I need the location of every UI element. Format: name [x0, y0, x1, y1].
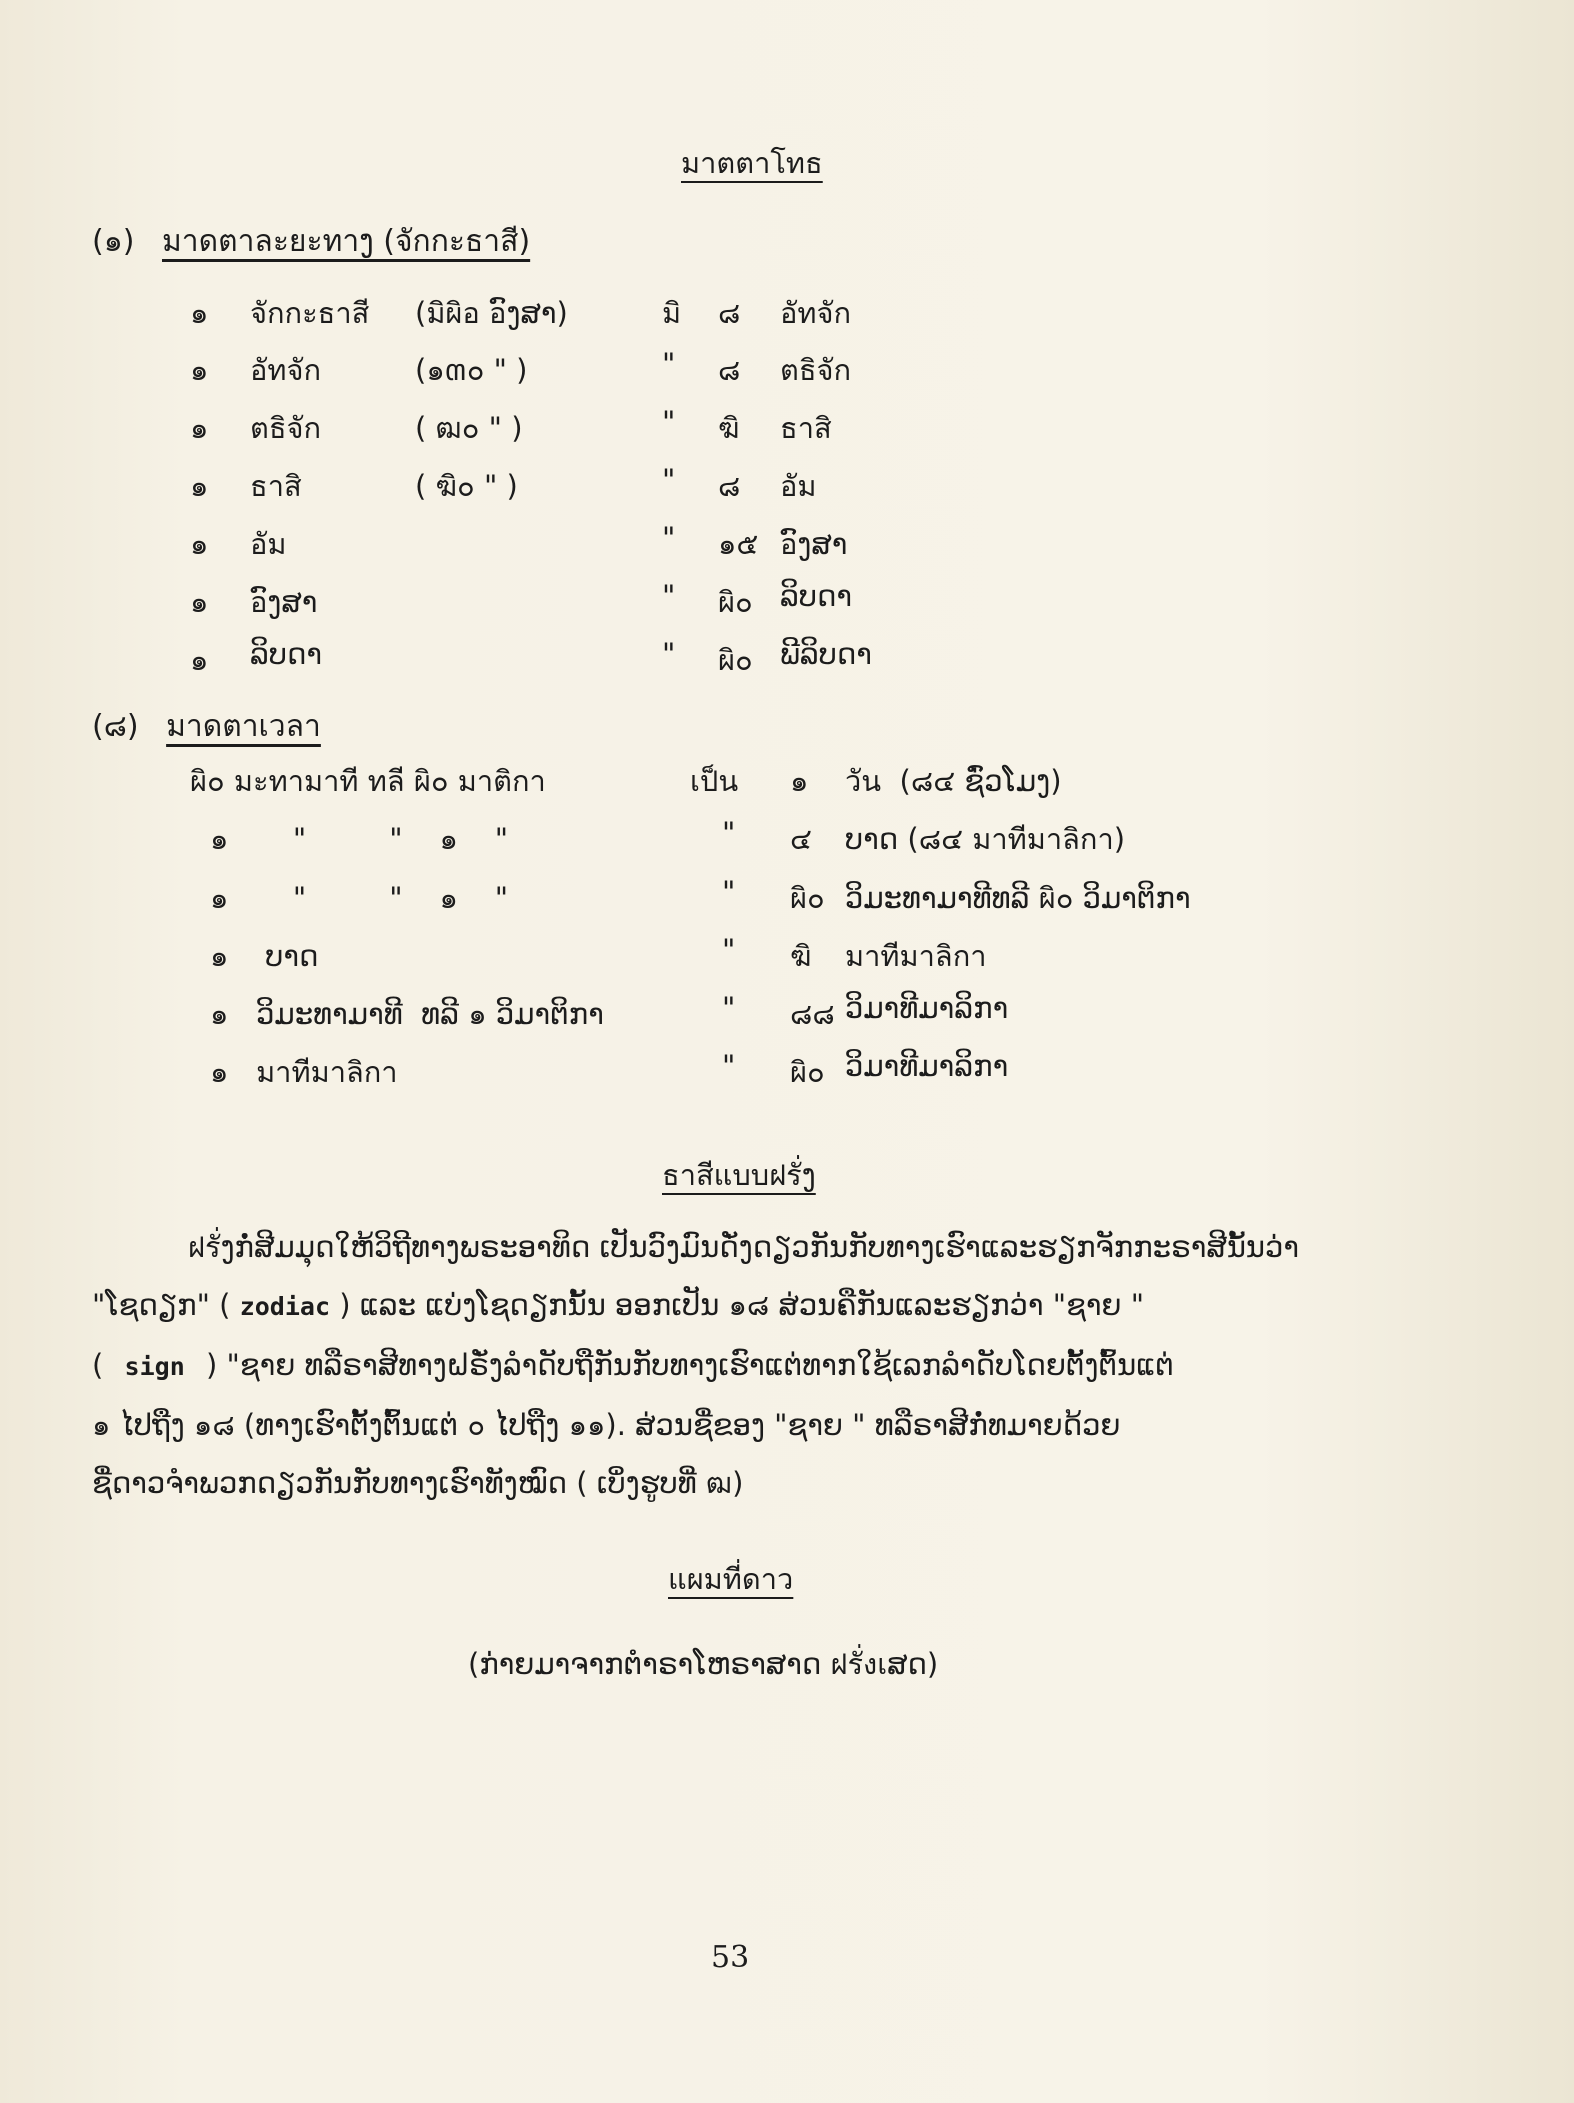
cell-d: ": [722, 933, 736, 967]
cell-a: ๑: [190, 527, 209, 561]
cell-f: ตธิจัก: [780, 353, 852, 387]
zodiac-term: zodiac: [239, 1292, 330, 1321]
cell-f: ລິບດາ: [780, 579, 853, 613]
page-title: มาตตาโทธ: [681, 146, 823, 180]
paragraph-text: ) "ຊາຍ ທລືຣາສີທາງຝຣັ່ງລຳດັບຖືກັນກັບທາງເຮົາແຕ່ທາກໃຊ້ເລກລຳດັບໂດຍຕັ້ງຕົ້ນແຕ່: [205, 1348, 1174, 1382]
cell-f: ธาสิ: [780, 411, 832, 445]
cell-d: เป็น: [690, 764, 739, 798]
cell-d: ": [662, 405, 676, 439]
cell-f: อัม: [780, 469, 817, 503]
cell-e: ฆิ: [790, 939, 812, 973]
section2-number: (๘): [92, 709, 139, 744]
cell-b: อัทจัก: [250, 353, 322, 387]
cell-d: ": [662, 637, 676, 671]
cell-e: ๘: [718, 469, 741, 503]
cell-d: ": [722, 1049, 736, 1083]
cell-d: ": [662, 521, 676, 555]
cell-a: ผิ๐ มะทามาที ทลี ผิ๐ มาติกา: [190, 764, 546, 798]
map-title: แผมที่ดาว: [668, 1562, 794, 1596]
page-number: 53: [711, 1940, 750, 1975]
cell-e: ๘: [718, 296, 741, 330]
cell-e: ๔: [790, 822, 812, 856]
paragraph-line: ຊື່ດາວຈຳພວກດຽວກັນກັບທາງເຮົາທັງໝົດ ( ເບິ່ງຮູບທີ່ ฒ): [92, 1466, 744, 1500]
cell-c: (๑ຓ๐ " ): [415, 353, 528, 387]
cell-f: ພີລິບດາ: [780, 637, 872, 671]
section2-heading: [92, 703, 321, 750]
cell-d: ": [662, 463, 676, 497]
cell-b: ตธิจัก: [250, 411, 322, 445]
paragraph-line: ๑ ໄປຖືງ ๑๘ (ທາງເຮົາຕັ້ງຕົ້ນແຕ່ ๐ ໄປຖືງ ๑๑). ສ່ວນຊື່ຂອງ "ຊາຍ " ທລືຣາສີກໍ່ທມາຍດ້ວຍ: [92, 1408, 1121, 1442]
cell-e: ผิ๐: [718, 643, 753, 677]
cell-a: ๑ มาทีมาลิกา: [210, 1055, 398, 1089]
cell-e: ฆิ: [718, 411, 740, 445]
cell-e: ๘: [718, 353, 741, 387]
cell-f: วัน (๘๔ ຊົ່ວໂມງ): [845, 764, 1062, 798]
cell-a: ๑ " " ๑ ": [210, 822, 509, 856]
body-paragraph: [92, 1218, 1472, 1512]
cell-d: ": [722, 875, 736, 909]
cell-c: (มิผิอ อົງສາ): [415, 296, 568, 330]
cell-a: ๑: [190, 469, 209, 503]
cell-a: ๑ ບາດ: [210, 939, 319, 973]
map-caption: (ກ່າຍມາຈາກຕຳຣາໂຫຣາສາດ ฝรั่งเສດ): [468, 1647, 939, 1681]
cell-a: ๑ ວິມະທາມາທີ ທລີ ๑ ວິມາຕິກາ: [210, 997, 604, 1031]
cell-e: ผิ๐: [790, 881, 825, 915]
cell-f: ບາດ (๘๔ มาทีมาลิกา): [845, 822, 1126, 856]
cell-e: ๘๘: [790, 997, 835, 1031]
cell-a: ๑ " " ๑ ": [210, 881, 509, 915]
cell-e: ผิ๐: [718, 585, 753, 619]
cell-b: อົງສາ: [250, 585, 318, 619]
cell-b: ລິບດາ: [250, 637, 323, 671]
paragraph-text: (: [92, 1348, 104, 1382]
cell-a: ๑: [190, 411, 209, 445]
paragraph-text: "ໂຊດຽກ" (: [92, 1288, 231, 1322]
cell-d: ": [662, 579, 676, 613]
section2-title: มาดตาเวลา: [166, 709, 321, 744]
cell-d: ": [662, 347, 676, 381]
cell-d: ": [722, 816, 736, 850]
cell-f: อัทจัก: [780, 296, 852, 330]
cell-a: ๑: [190, 353, 209, 387]
section1-number: (๑): [92, 224, 135, 259]
subtitle: ธาสีแบบฝรั่ງ: [662, 1158, 816, 1192]
cell-f: ວິມາທີມາລິກາ: [845, 991, 1009, 1025]
cell-d: มิ: [662, 296, 682, 330]
cell-a: ๑: [190, 585, 209, 619]
cell-f: อົງສາ: [780, 527, 848, 561]
cell-b: อัม: [250, 527, 287, 561]
cell-d: ": [722, 991, 736, 1025]
cell-b: ธาสิ: [250, 469, 302, 503]
cell-e: ๑: [790, 764, 809, 798]
section1-heading: [92, 218, 530, 265]
cell-a: ๑: [190, 296, 209, 330]
cell-b: จักกะธาสี: [250, 296, 370, 330]
cell-e: ๑๕: [718, 527, 759, 561]
cell-a: ๑: [190, 643, 209, 677]
cell-e: ผิ๐: [790, 1055, 825, 1089]
cell-f: ວິມາທີມາລິກາ: [845, 1049, 1009, 1083]
paragraph-text: ) ແລະ ແບ່ງໂຊດຽກນັ້ນ ອອກເປັນ ๑๘ ສ່ວນຄືກັນແລະຮຽກວ່າ "ຊາຍ ": [339, 1288, 1145, 1322]
section1-title: มาดตาละยะทาງ (จักกะธาสี): [162, 224, 531, 259]
cell-f: มาทีมาลิกา: [845, 939, 987, 973]
sign-term: sign: [124, 1352, 185, 1381]
paragraph-line: [92, 1276, 1472, 1336]
cell-c: ( ฆิ๐ " ): [415, 469, 518, 503]
paragraph-line: [92, 1336, 1472, 1396]
paragraph-line: ฝรั่ງກໍ່ສີມມຸດໃຫ້ວິຖີທາງພຣະອາທິດ ເປັນວົງມົນດັ່ງດຽວກັນກັບທາງເຮົາແລະຮຽກຈັກກະຣາສີນັ້ນວ່າ: [188, 1230, 1299, 1264]
cell-c: ( ฒ๐ " ): [415, 411, 523, 445]
cell-f: ວິມະທາມາທີທລີ ผิ๐ ວິມາຕິກາ: [845, 881, 1191, 915]
